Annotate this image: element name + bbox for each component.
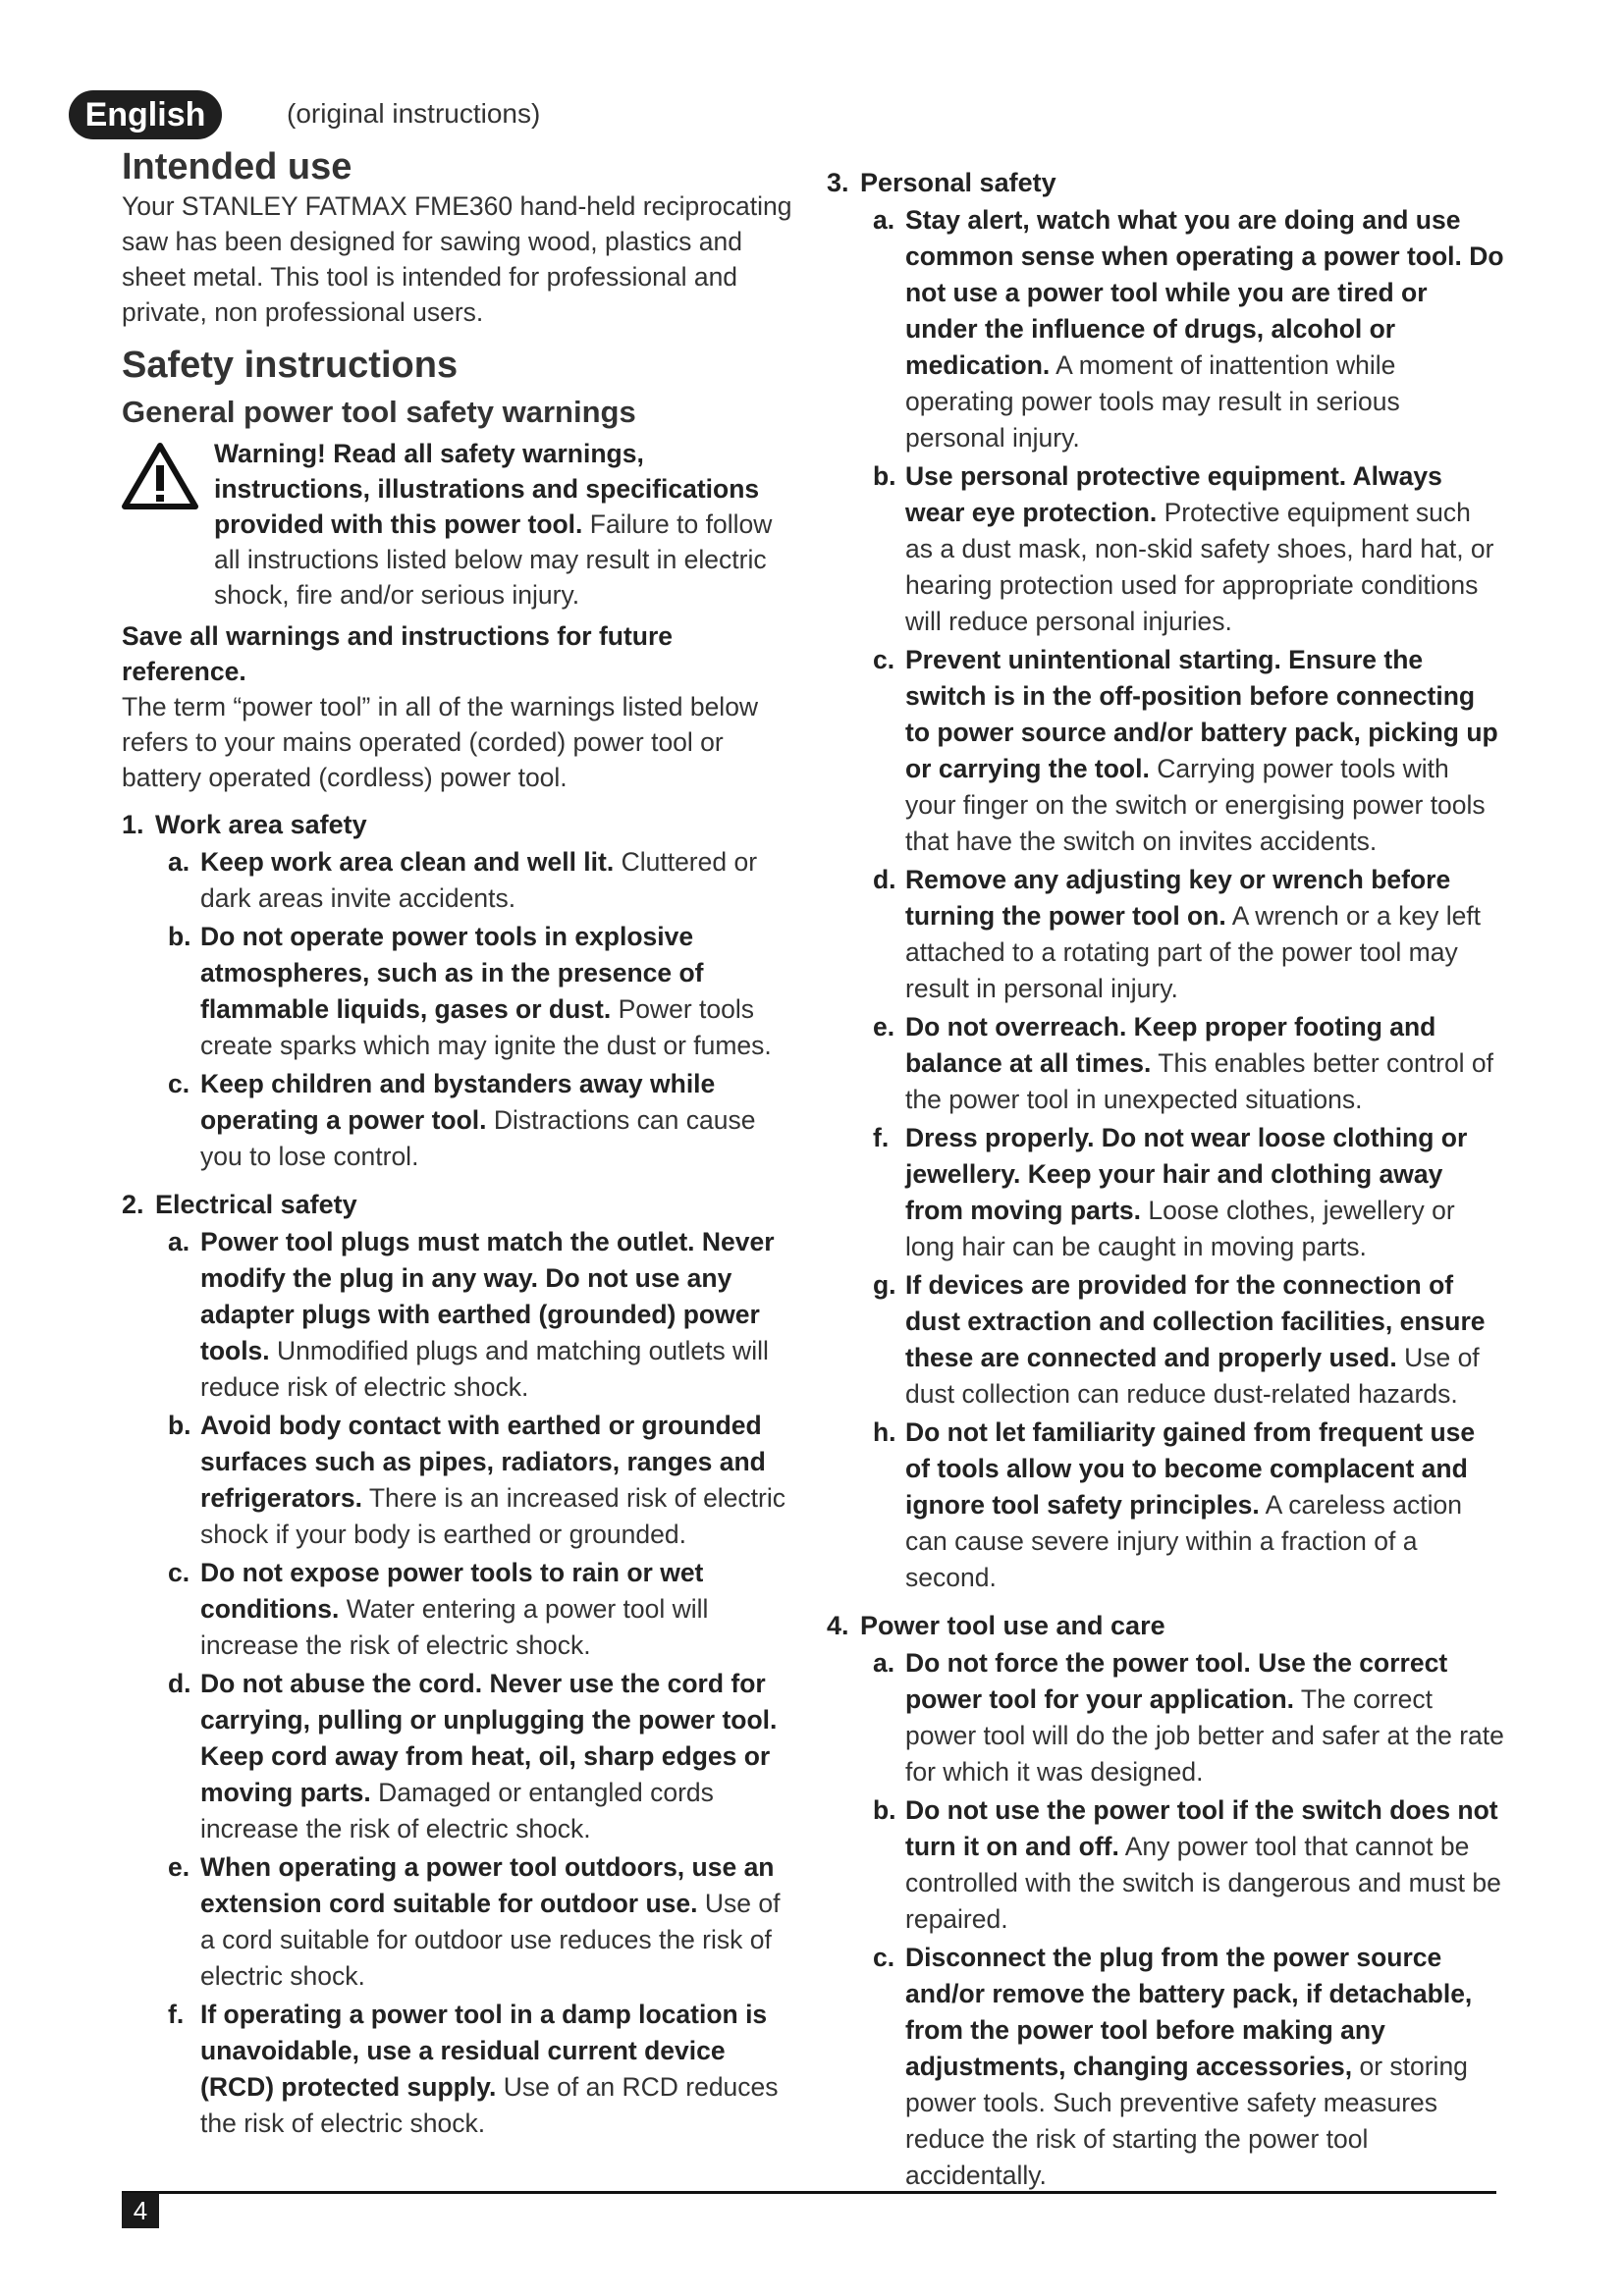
list-item: b. Avoid body contact with earthed or grounded surfaces such as pipes, radiators, ranges and refrigerators. There is an increased risk of electric shock if your body is earthed or grounded. [168, 1411, 786, 1549]
footer-rule [122, 2191, 1496, 2194]
list-item: e. Do not overreach. Keep proper footing and balance at all times. This enables better control of the power tool in unexpected situations. [873, 1012, 1494, 1114]
left-column [122, 145, 799, 2142]
safety-instructions-heading: Safety instructions [122, 345, 459, 386]
list-item: d. Do not abuse the cord. Never use the cord for carrying, pulling or unplugging the power tool. Keep cord away from heat, oil, sharp edges or moving parts. Damaged or entangled cords increase the risk of electric shock. [168, 1669, 778, 1843]
section-1-title: 1. Work area safety [122, 810, 367, 839]
list-item: a. Stay alert, watch what you are doing and use common sense when operating a power tool. Do not use a power tool while you are tired or under the influence of drugs, alcohol or medication. A moment of inattention while operating power tools may result in serious personal injury. [873, 205, 1504, 453]
warning-text: Failure to follow all instructions listed below may result in electric shock, fire and/or serious injury. [214, 509, 773, 610]
save-warnings-text: Save all warnings and instructions for future reference. [122, 621, 674, 686]
list-item: h. Do not let familiarity gained from frequent use of tools allow you to become complacent and ignore tool safety principles. A careless action can cause severe injury within a fraction of a second. [873, 1417, 1476, 1592]
right-column [827, 153, 1504, 2194]
list-item: a. Keep work area clean and well lit. Cluttered or dark areas invite accidents. [168, 847, 758, 913]
warning-triangle-icon [122, 442, 198, 510]
warning-block [122, 436, 799, 613]
list-item: d. Remove any adjusting key or wrench before turning the power tool on. A wrench or a key left attached to a rotating part of the power tool may result in personal injury. [873, 865, 1482, 1003]
general-warnings-heading: General power tool safety warnings [122, 395, 636, 429]
warning-bold-text: Warning! Read all safety warnings, instructions, illustrations and specifications provided with this power tool. [214, 439, 760, 539]
language-badge: English [69, 90, 222, 139]
list-item: e. When operating a power tool outdoors, use an extension cord suitable for outdoor use. Use of a cord suitable for outdoor use reduces the risk of electric shock. [168, 1852, 781, 1991]
list-item: c. Do not expose power tools to rain or wet conditions. Water entering a power tool will increase the risk of electric shock. [168, 1558, 709, 1660]
list-item: b. Use personal protective equipment. Always wear eye protection. Protective equipment such as a dust mask, non-skid safety shoes, hard hat, or hearing protection used for appropriate conditions will reduce personal injuries. [873, 461, 1494, 636]
list-item: c. Disconnect the plug from the power source and/or remove the battery pack, if detachable, from the power tool before making any adjustments, changing accessories, or storing power tools. Such preventive safety measures reduce the risk of starting the power tool accidentally. [873, 1943, 1473, 2190]
section-4-title: 4. Power tool use and care [827, 1611, 1165, 1640]
section-3-title: 3. Personal safety [827, 168, 1056, 197]
list-item: c. Keep children and bystanders away while operating a power tool. Distractions can cause you to lose control. [168, 1069, 756, 1171]
intended-use-heading: Intended use [122, 146, 352, 187]
list-item: a. Power tool plugs must match the outlet. Never modify the plug in any way. Do not use any adapter plugs with earthed (grounded) power tools. Unmodified plugs and matching outlets will reduce risk of electric shock. [168, 1227, 775, 1402]
list-item: b. Do not operate power tools in explosive atmospheres, such as in the presence of flammable liquids, gases or dust. Power tools create sparks which may ignite the dust or fumes. [168, 922, 772, 1060]
intended-use-text: Your STANLEY FATMAX FME360 hand-held reciprocating saw has been designed for sawing wood, plastics and sheet metal. This tool is intended for professional and private, non professional users. [122, 191, 792, 327]
list-item: c. Prevent unintentional starting. Ensure the switch is in the off-position before connecting to power source and/or battery pack, picking up or carrying the tool. Carrying power tools with your finger on the switch or energising power tools that have the switch on invites accidents. [873, 645, 1498, 856]
list-item: f. Dress properly. Do not wear loose clothing or jewellery. Keep your hair and clothing away from moving parts. Loose clothes, jewellery or long hair can be caught in moving parts. [873, 1123, 1468, 1261]
list-item: a. Do not force the power tool. Use the correct power tool for your application. The correct power tool will do the job better and safer at the rate for which it was designed. [873, 1648, 1504, 1787]
list-item: f. If operating a power tool in a damp location is unavoidable, use a residual current device (RCD) protected supply. Use of an RCD reduces the risk of electric shock. [168, 2000, 779, 2138]
list-item: b. Do not use the power tool if the switch does not turn it on and off. Any power tool that cannot be controlled with the switch is dangerous and must be repaired. [873, 1795, 1501, 1934]
list-item: g. If devices are provided for the connection of dust extraction and collection facilities, ensure these are connected and properly used. Use of dust collection can reduce dust-related hazards. [873, 1270, 1486, 1409]
power-tool-term-text: The term “power tool” in all of the warnings listed below refers to your mains operated (corded) power tool or battery operated (cordless) power tool. [122, 692, 759, 792]
section-2-title: 2. Electrical safety [122, 1190, 357, 1219]
original-instructions-label: (original instructions) [287, 98, 541, 129]
page-number: 4 [122, 2193, 159, 2228]
